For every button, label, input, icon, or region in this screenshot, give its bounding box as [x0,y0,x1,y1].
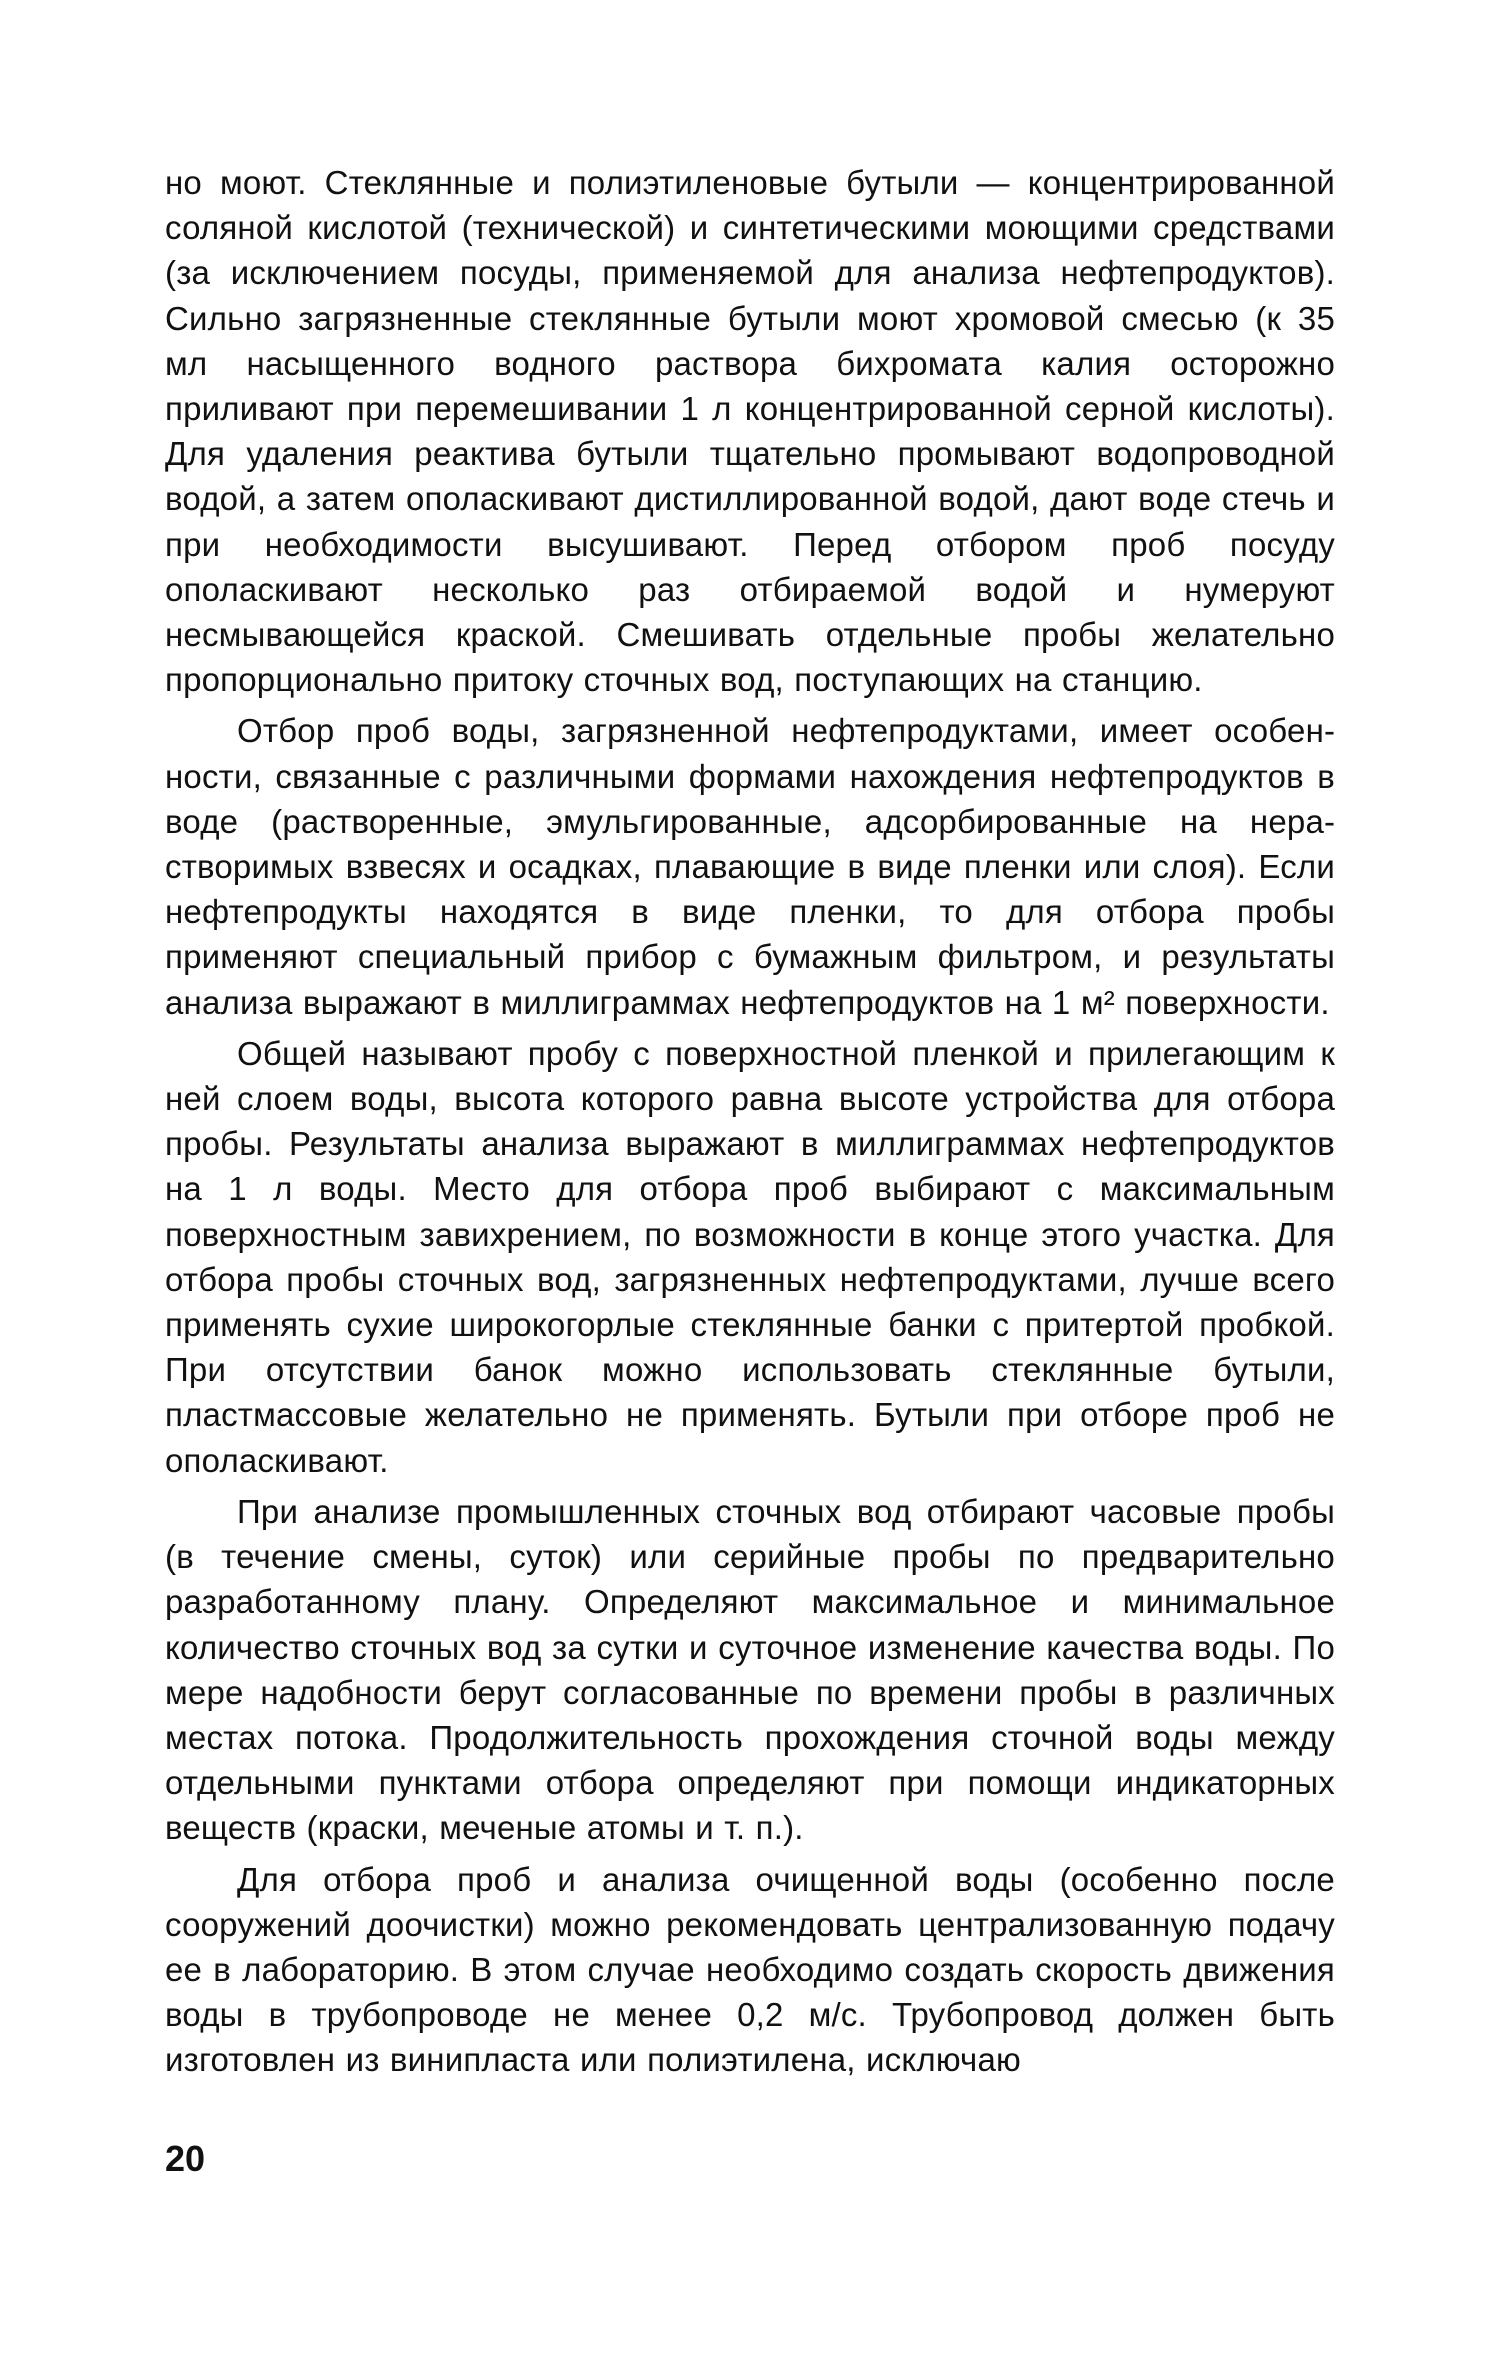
paragraph-2: Отбор проб воды, загрязненной нефтепродуктами, имеет особенности, связанные с различными формами нахождения нефтепродуктов в воде (растворенные, эмульгированные, адсорбированные на нерастворимых взвесях и осадках, плавающие в виде пленки или слоя). Если нефтепродукты находятся в виде пленки, то для отбора пробы применяют специальный прибор с бумажным фильтром, и результаты анализа выражают в миллиграммах нефтепродуктов на 1 м² поверхности. [165,712,1335,1021]
page-body [165,160,1335,2083]
paragraph-5: Для отбора проб и анализа очищенной воды (особенно после сооружений доочистки) можно рекомендовать централизованную подачу ее в лабораторию. В этом случае необходимо создать скорость движения воды в трубопроводе не менее 0,2 м/с. Трубопровод должен быть изготовлен из винипласта или полиэтилена, исключаю [165,1860,1335,2079]
paragraph-3: Общей называют пробу с поверхностной пленкой и прилегающим к ней слоем воды, высота которого равна высоте устройства для отбора пробы. Результаты анализа выражают в миллиграммах нефтепродуктов на 1 л воды. Место для отбора проб выбирают с максимальным поверхностным завихрением, по возможности в конце этого участка. Для отбора пробы сточных вод, загрязненных нефтепродуктами, лучше всего применять сухие широкогорлые стеклянные банки с притертой пробкой. При отсутствии банок можно использовать стеклянные бутыли, пластмассовые желательно не применять. Бутыли при отборе проб не ополаскивают. [165,1034,1335,1479]
page-number: 20 [165,2138,206,2179]
paragraph-1: но моют. Стеклянные и полиэтиленовые бутыли — концентрированной соляной кислотой (технической) и синтетическими моющими средствами (за исключением посуды, применяемой для анализа нефтепродуктов). Сильно загрязненные стеклянные бутыли моют хромовой смесью (к 35 мл насыщенного водного раствора бихромата калия осторожно приливают при перемешивании 1 л концентрированной серной кислоты). Для удаления реактива бутыли тщательно промывают водопроводной водой, а затем ополаскивают дистиллированной водой, дают воде стечь и при необходимости высушивают. Перед отбором проб посуду ополаскивают несколько раз отбираемой водой и нумеруют несмывающейся краской. Смешивать отдельные пробы желательно пропорционально притоку сточных вод, поступающих на станцию. [165,164,1335,699]
paragraph-4: При анализе промышленных сточных вод отбирают часовые пробы (в течение смены, суток) или серийные пробы по предварительно разработанному плану. Определяют максимальное и минимальное количество сточных вод за сутки и суточное изменение качества воды. По мере надобности берут согласованные по времени пробы в различных местах потока. Продолжительность прохождения сточной воды между отдельными пунктами отбора определяют при помощи индикаторных веществ (краски, меченые атомы и т. п.). [165,1492,1335,1847]
